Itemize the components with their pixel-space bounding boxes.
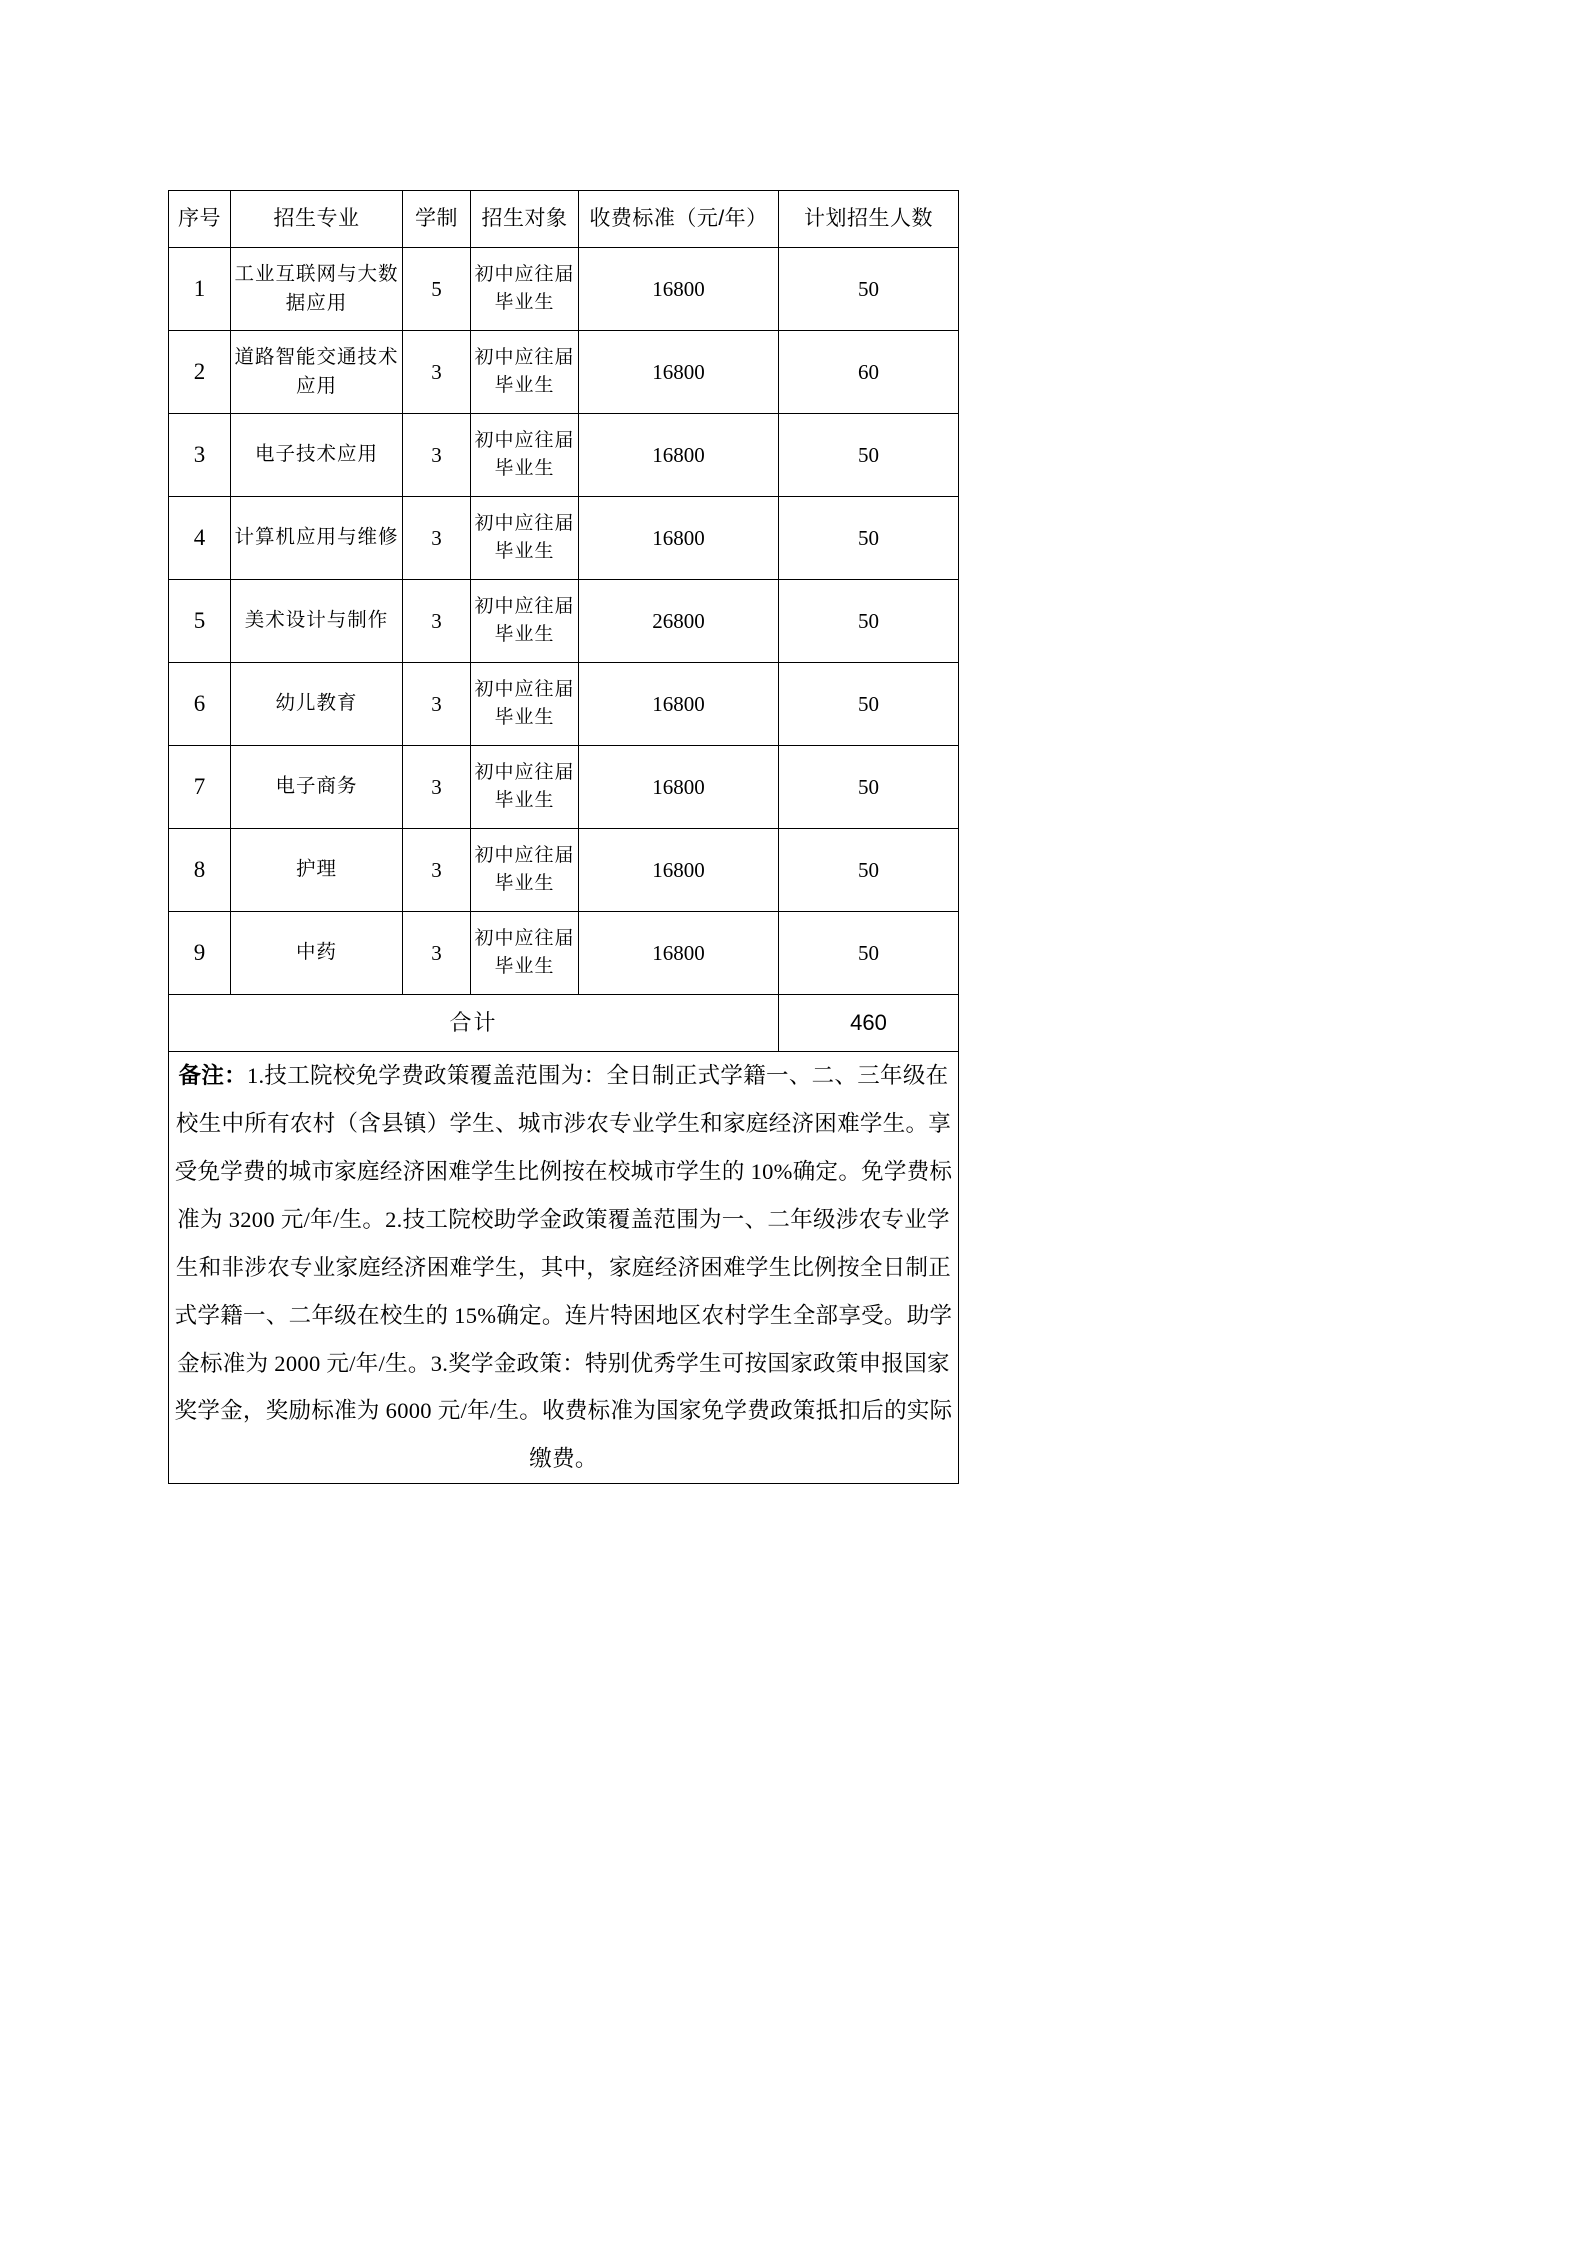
cell-seq: 4 <box>169 497 231 580</box>
cell-count: 50 <box>779 663 959 746</box>
cell-seq: 7 <box>169 746 231 829</box>
table-row <box>169 414 959 497</box>
cell-target: 初中应往届毕业生 <box>471 248 579 331</box>
table-row <box>169 331 959 414</box>
cell-target: 初中应往届毕业生 <box>471 663 579 746</box>
table-header <box>169 191 959 248</box>
cell-years: 3 <box>403 414 471 497</box>
column-header-fee: 收费标准（元/年） <box>579 191 779 248</box>
table-total-row <box>169 995 959 1052</box>
column-header-years: 学制 <box>403 191 471 248</box>
table-row <box>169 497 959 580</box>
cell-fee: 16800 <box>579 497 779 580</box>
cell-major: 道路智能交通技术应用 <box>231 331 403 414</box>
cell-seq: 2 <box>169 331 231 414</box>
table-row <box>169 746 959 829</box>
cell-seq: 1 <box>169 248 231 331</box>
cell-target: 初中应往届毕业生 <box>471 497 579 580</box>
cell-seq: 9 <box>169 912 231 995</box>
cell-count: 50 <box>779 829 959 912</box>
column-header-target: 招生对象 <box>471 191 579 248</box>
cell-years: 3 <box>403 746 471 829</box>
remarks-text: 1.技工院校免学费政策覆盖范围为：全日制正式学籍一、二、三年级在校生中所有农村（含县镇）学生、城市涉农专业学生和家庭经济困难学生。享受免学费的城市家庭经济困难学生比例按在校城市学生的 10%确定。免学费标准为 3200 元/年/生。2.技工院校助学金政策覆盖范围为一、二年级涉农专业学生和非涉农专业家庭经济困难学生，其中，家庭经济困难学生比例按全日制正式学籍一、二年级在校生的 15%确定。连片特困地区农村学生全部享受。助学金标准为 2000 元/年/生。3.奖学金政策：特别优秀学生可按国家政策申报国家奖学金，奖励标准为 6000 元/年/生。收费标准为国家免学费政策抵扣后的实际缴费。 <box>174 1063 953 1472</box>
column-header-count: 计划招生人数 <box>779 191 959 248</box>
table-row <box>169 663 959 746</box>
total-value: 460 <box>779 995 959 1052</box>
column-header-major: 招生专业 <box>231 191 403 248</box>
cell-fee: 16800 <box>579 912 779 995</box>
cell-count: 50 <box>779 497 959 580</box>
cell-major: 电子技术应用 <box>231 414 403 497</box>
cell-seq: 8 <box>169 829 231 912</box>
cell-count: 50 <box>779 580 959 663</box>
cell-fee: 16800 <box>579 248 779 331</box>
column-header-seq: 序号 <box>169 191 231 248</box>
cell-years: 3 <box>403 663 471 746</box>
cell-major: 护理 <box>231 829 403 912</box>
cell-fee: 16800 <box>579 414 779 497</box>
cell-years: 3 <box>403 912 471 995</box>
cell-fee: 16800 <box>579 331 779 414</box>
cell-target: 初中应往届毕业生 <box>471 912 579 995</box>
remarks-cell <box>169 1052 959 1484</box>
enrollment-plan-table <box>168 190 959 1484</box>
cell-years: 3 <box>403 580 471 663</box>
table-row <box>169 580 959 663</box>
cell-target: 初中应往届毕业生 <box>471 829 579 912</box>
cell-years: 3 <box>403 829 471 912</box>
enrollment-plan-table-container <box>168 190 958 1484</box>
cell-target: 初中应往届毕业生 <box>471 331 579 414</box>
cell-major: 计算机应用与维修 <box>231 497 403 580</box>
cell-seq: 3 <box>169 414 231 497</box>
table-row <box>169 912 959 995</box>
total-label: 合计 <box>169 995 779 1052</box>
cell-target: 初中应往届毕业生 <box>471 580 579 663</box>
table-body <box>169 248 959 1484</box>
cell-major: 美术设计与制作 <box>231 580 403 663</box>
cell-count: 50 <box>779 746 959 829</box>
cell-seq: 6 <box>169 663 231 746</box>
cell-fee: 16800 <box>579 663 779 746</box>
cell-count: 50 <box>779 912 959 995</box>
cell-seq: 5 <box>169 580 231 663</box>
cell-major: 中药 <box>231 912 403 995</box>
cell-count: 50 <box>779 414 959 497</box>
remarks-label: 备注： <box>178 1063 247 1088</box>
cell-major: 工业互联网与大数据应用 <box>231 248 403 331</box>
cell-target: 初中应往届毕业生 <box>471 746 579 829</box>
cell-years: 3 <box>403 497 471 580</box>
cell-count: 60 <box>779 331 959 414</box>
table-row <box>169 248 959 331</box>
table-remarks-row <box>169 1052 959 1484</box>
table-row <box>169 829 959 912</box>
cell-years: 5 <box>403 248 471 331</box>
cell-fee: 16800 <box>579 746 779 829</box>
cell-major: 电子商务 <box>231 746 403 829</box>
cell-fee: 16800 <box>579 829 779 912</box>
table-header-row <box>169 191 959 248</box>
cell-target: 初中应往届毕业生 <box>471 414 579 497</box>
cell-count: 50 <box>779 248 959 331</box>
cell-years: 3 <box>403 331 471 414</box>
cell-major: 幼儿教育 <box>231 663 403 746</box>
cell-fee: 26800 <box>579 580 779 663</box>
